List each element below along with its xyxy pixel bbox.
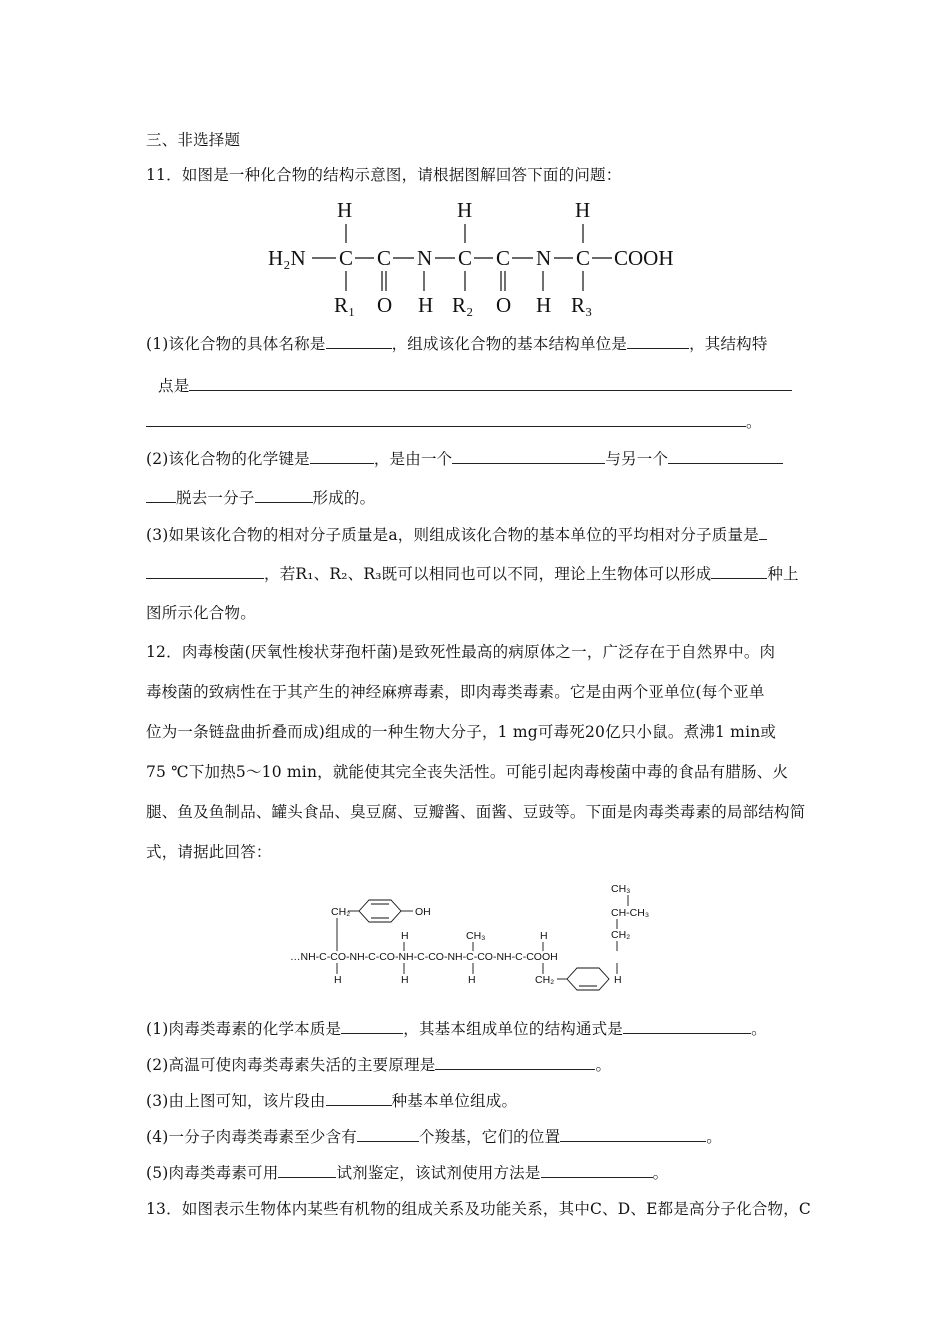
q12-text-line: 12．肉毒梭菌(厌氧性梭状芽孢杆菌)是致死性最高的病原体之一，广泛存在于自然界中。肉 bbox=[146, 643, 776, 661]
ch3-group: CH₃ bbox=[611, 883, 631, 895]
q12-part2 bbox=[146, 1053, 611, 1075]
r2-group: R₂ bbox=[452, 293, 474, 317]
q12-part5 bbox=[146, 1161, 668, 1183]
c-atom: C bbox=[339, 246, 354, 270]
q12-part1 bbox=[146, 1017, 767, 1039]
o-atom: O bbox=[496, 293, 512, 317]
h-atom: H bbox=[401, 930, 409, 942]
h-atom: H bbox=[540, 930, 548, 942]
q11-part3-cont bbox=[146, 562, 799, 584]
text-segment: ，其基本组成单位的结构通式是 bbox=[403, 1020, 624, 1038]
answer-blank[interactable] bbox=[255, 488, 313, 503]
q11-part2 bbox=[146, 447, 783, 469]
ch-ch3-group: CH-CH₃ bbox=[611, 907, 650, 919]
ch2-group: CH₂ bbox=[611, 929, 631, 941]
text-segment: 种基本单位组成。 bbox=[391, 1092, 518, 1110]
text-segment: 试剂鉴定，该试剂使用方法是 bbox=[336, 1164, 541, 1182]
text-segment: 与另一个 bbox=[605, 450, 669, 468]
q11-part1-cont2 bbox=[146, 410, 762, 432]
answer-blank[interactable] bbox=[278, 1163, 336, 1178]
q12-text-line: 75 ℃下加热5～10 min，就能使其完全丧失活性。可能引起肉毒梭菌中毒的食品有腊肠、火 bbox=[146, 763, 789, 781]
q11-part2-cont bbox=[146, 486, 375, 508]
n-atom: N bbox=[417, 246, 433, 270]
text-segment: (5)肉毒类毒素可用 bbox=[146, 1164, 279, 1182]
o-atom: O bbox=[377, 293, 393, 317]
n-atom: N bbox=[536, 246, 552, 270]
q11-part1 bbox=[146, 332, 768, 354]
text-segment: ，若R₁、R₂、R₃既可以相同也可以不同，理论上生物体可以形成 bbox=[264, 565, 712, 583]
text-segment: ，组成该化合物的基本结构单位是 bbox=[391, 335, 628, 353]
text-segment: 点是 bbox=[158, 377, 190, 395]
q11-part3-cont2: 图所示化合物。 bbox=[146, 604, 256, 622]
ch2-group: CH₂ bbox=[331, 906, 351, 918]
answer-blank[interactable] bbox=[341, 1019, 403, 1034]
text-segment: ，是由一个 bbox=[373, 450, 453, 468]
answer-blank[interactable] bbox=[623, 1019, 751, 1034]
oh-group: OH bbox=[415, 906, 431, 918]
text-segment: (2)高温可使肉毒类毒素失活的主要原理是 bbox=[146, 1056, 436, 1074]
tripeptide-structure-diagram bbox=[260, 192, 700, 322]
section-heading: 三、非选择题 bbox=[146, 131, 241, 149]
c-atom: C bbox=[576, 246, 591, 270]
answer-blank[interactable] bbox=[326, 334, 392, 349]
toxin-fragment-structure-diagram bbox=[285, 875, 685, 995]
answer-blank[interactable] bbox=[310, 449, 374, 464]
text-segment: (3)由上图可知，该片段由 bbox=[146, 1092, 326, 1110]
h-atom: H bbox=[401, 974, 409, 986]
answer-blank[interactable] bbox=[541, 1163, 653, 1178]
ch2-group: CH₂ bbox=[535, 974, 555, 986]
text-segment: ，其结构特 bbox=[689, 335, 768, 353]
q12-part4 bbox=[146, 1125, 722, 1147]
text-segment: 。 bbox=[746, 413, 762, 431]
benzene-ring bbox=[359, 900, 401, 922]
text-segment: (1)该化合物的具体名称是 bbox=[146, 335, 326, 353]
answer-blank[interactable] bbox=[146, 488, 176, 503]
q12-text-line: 位为一条链盘曲折叠而成)组成的一种生物大分子，1 mg可毒死20亿只小鼠。煮沸1 min或 bbox=[146, 723, 777, 741]
h-atom: H bbox=[614, 974, 622, 986]
q12-text-line: 毒梭菌的致病性在于其产生的神经麻痹毒素，即肉毒类毒素。它是由两个亚单位(每个亚单 bbox=[146, 683, 765, 701]
h-atom: H bbox=[334, 974, 342, 986]
answer-blank[interactable] bbox=[627, 334, 689, 349]
q12-text-line: 腿、鱼及鱼制品、罐头食品、臭豆腐、豆瓣酱、面酱、豆豉等。下面是肉毒类毒素的局部结构简 bbox=[146, 803, 806, 821]
r3-group: R₃ bbox=[571, 293, 593, 317]
c-atom: C bbox=[496, 246, 511, 270]
text-segment: 。 bbox=[751, 1020, 767, 1038]
text-segment: (4)一分子肉毒类毒素至少含有 bbox=[146, 1128, 357, 1146]
h-atom: H bbox=[468, 974, 476, 986]
text-segment: 种上 bbox=[767, 565, 799, 583]
h-atom: H bbox=[418, 293, 434, 317]
text-segment: 。 bbox=[706, 1128, 722, 1146]
cooh-group: COOH bbox=[614, 246, 674, 270]
h-atom: H bbox=[337, 198, 353, 222]
text-segment: 。 bbox=[595, 1056, 612, 1074]
q11-part1-cont bbox=[158, 374, 792, 396]
answer-blank[interactable] bbox=[435, 1055, 595, 1070]
answer-blank[interactable] bbox=[326, 1091, 392, 1106]
text-segment: 个羧基，它们的位置 bbox=[418, 1128, 561, 1146]
answer-blank[interactable] bbox=[668, 449, 783, 464]
ch3-group: CH₃ bbox=[466, 930, 486, 942]
text-segment: 形成的。 bbox=[312, 489, 376, 507]
q12-text-line: 式，请据此回答： bbox=[146, 843, 272, 861]
q13-stem: 13．如图表示生物体内某些有机物的组成关系及功能关系，其中C、D、E都是高分子化合物，C bbox=[146, 1200, 811, 1218]
answer-blank[interactable] bbox=[560, 1127, 706, 1142]
h2n-group: H₂N bbox=[268, 246, 306, 270]
answer-blank[interactable] bbox=[452, 449, 605, 464]
benzene-ring bbox=[557, 968, 609, 990]
r1-group: R₁ bbox=[334, 293, 356, 317]
h-atom: H bbox=[536, 293, 552, 317]
text-segment: (3)如果该化合物的相对分子质量是a，则组成该化合物的基本单位的平均相对分子质量是 bbox=[146, 526, 759, 544]
answer-blank[interactable] bbox=[146, 564, 264, 579]
text-segment: 脱去一分子 bbox=[176, 489, 255, 507]
q12-part3 bbox=[146, 1089, 517, 1111]
answer-blank[interactable] bbox=[711, 564, 767, 579]
answer-blank[interactable] bbox=[357, 1127, 419, 1142]
c-atom: C bbox=[458, 246, 473, 270]
text-segment: (1)肉毒类毒素的化学本质是 bbox=[146, 1020, 342, 1038]
peptide-chain: …NH-C-CO-NH-C-CO-NH-C-CO-NH-C-CO-NH-C-COOH bbox=[290, 951, 558, 963]
h-atom: H bbox=[457, 198, 473, 222]
answer-blank[interactable] bbox=[189, 376, 792, 391]
answer-blank[interactable] bbox=[146, 412, 746, 427]
answer-blank[interactable] bbox=[759, 525, 767, 540]
q11-stem: 11．如图是一种化合物的结构示意图，请根据图解回答下面的问题： bbox=[146, 166, 622, 184]
q11-part3 bbox=[146, 523, 767, 545]
text-segment: (2)该化合物的化学键是 bbox=[146, 450, 310, 468]
h-atom: H bbox=[575, 198, 591, 222]
text-segment: 。 bbox=[652, 1164, 669, 1182]
c-atom: C bbox=[377, 246, 392, 270]
